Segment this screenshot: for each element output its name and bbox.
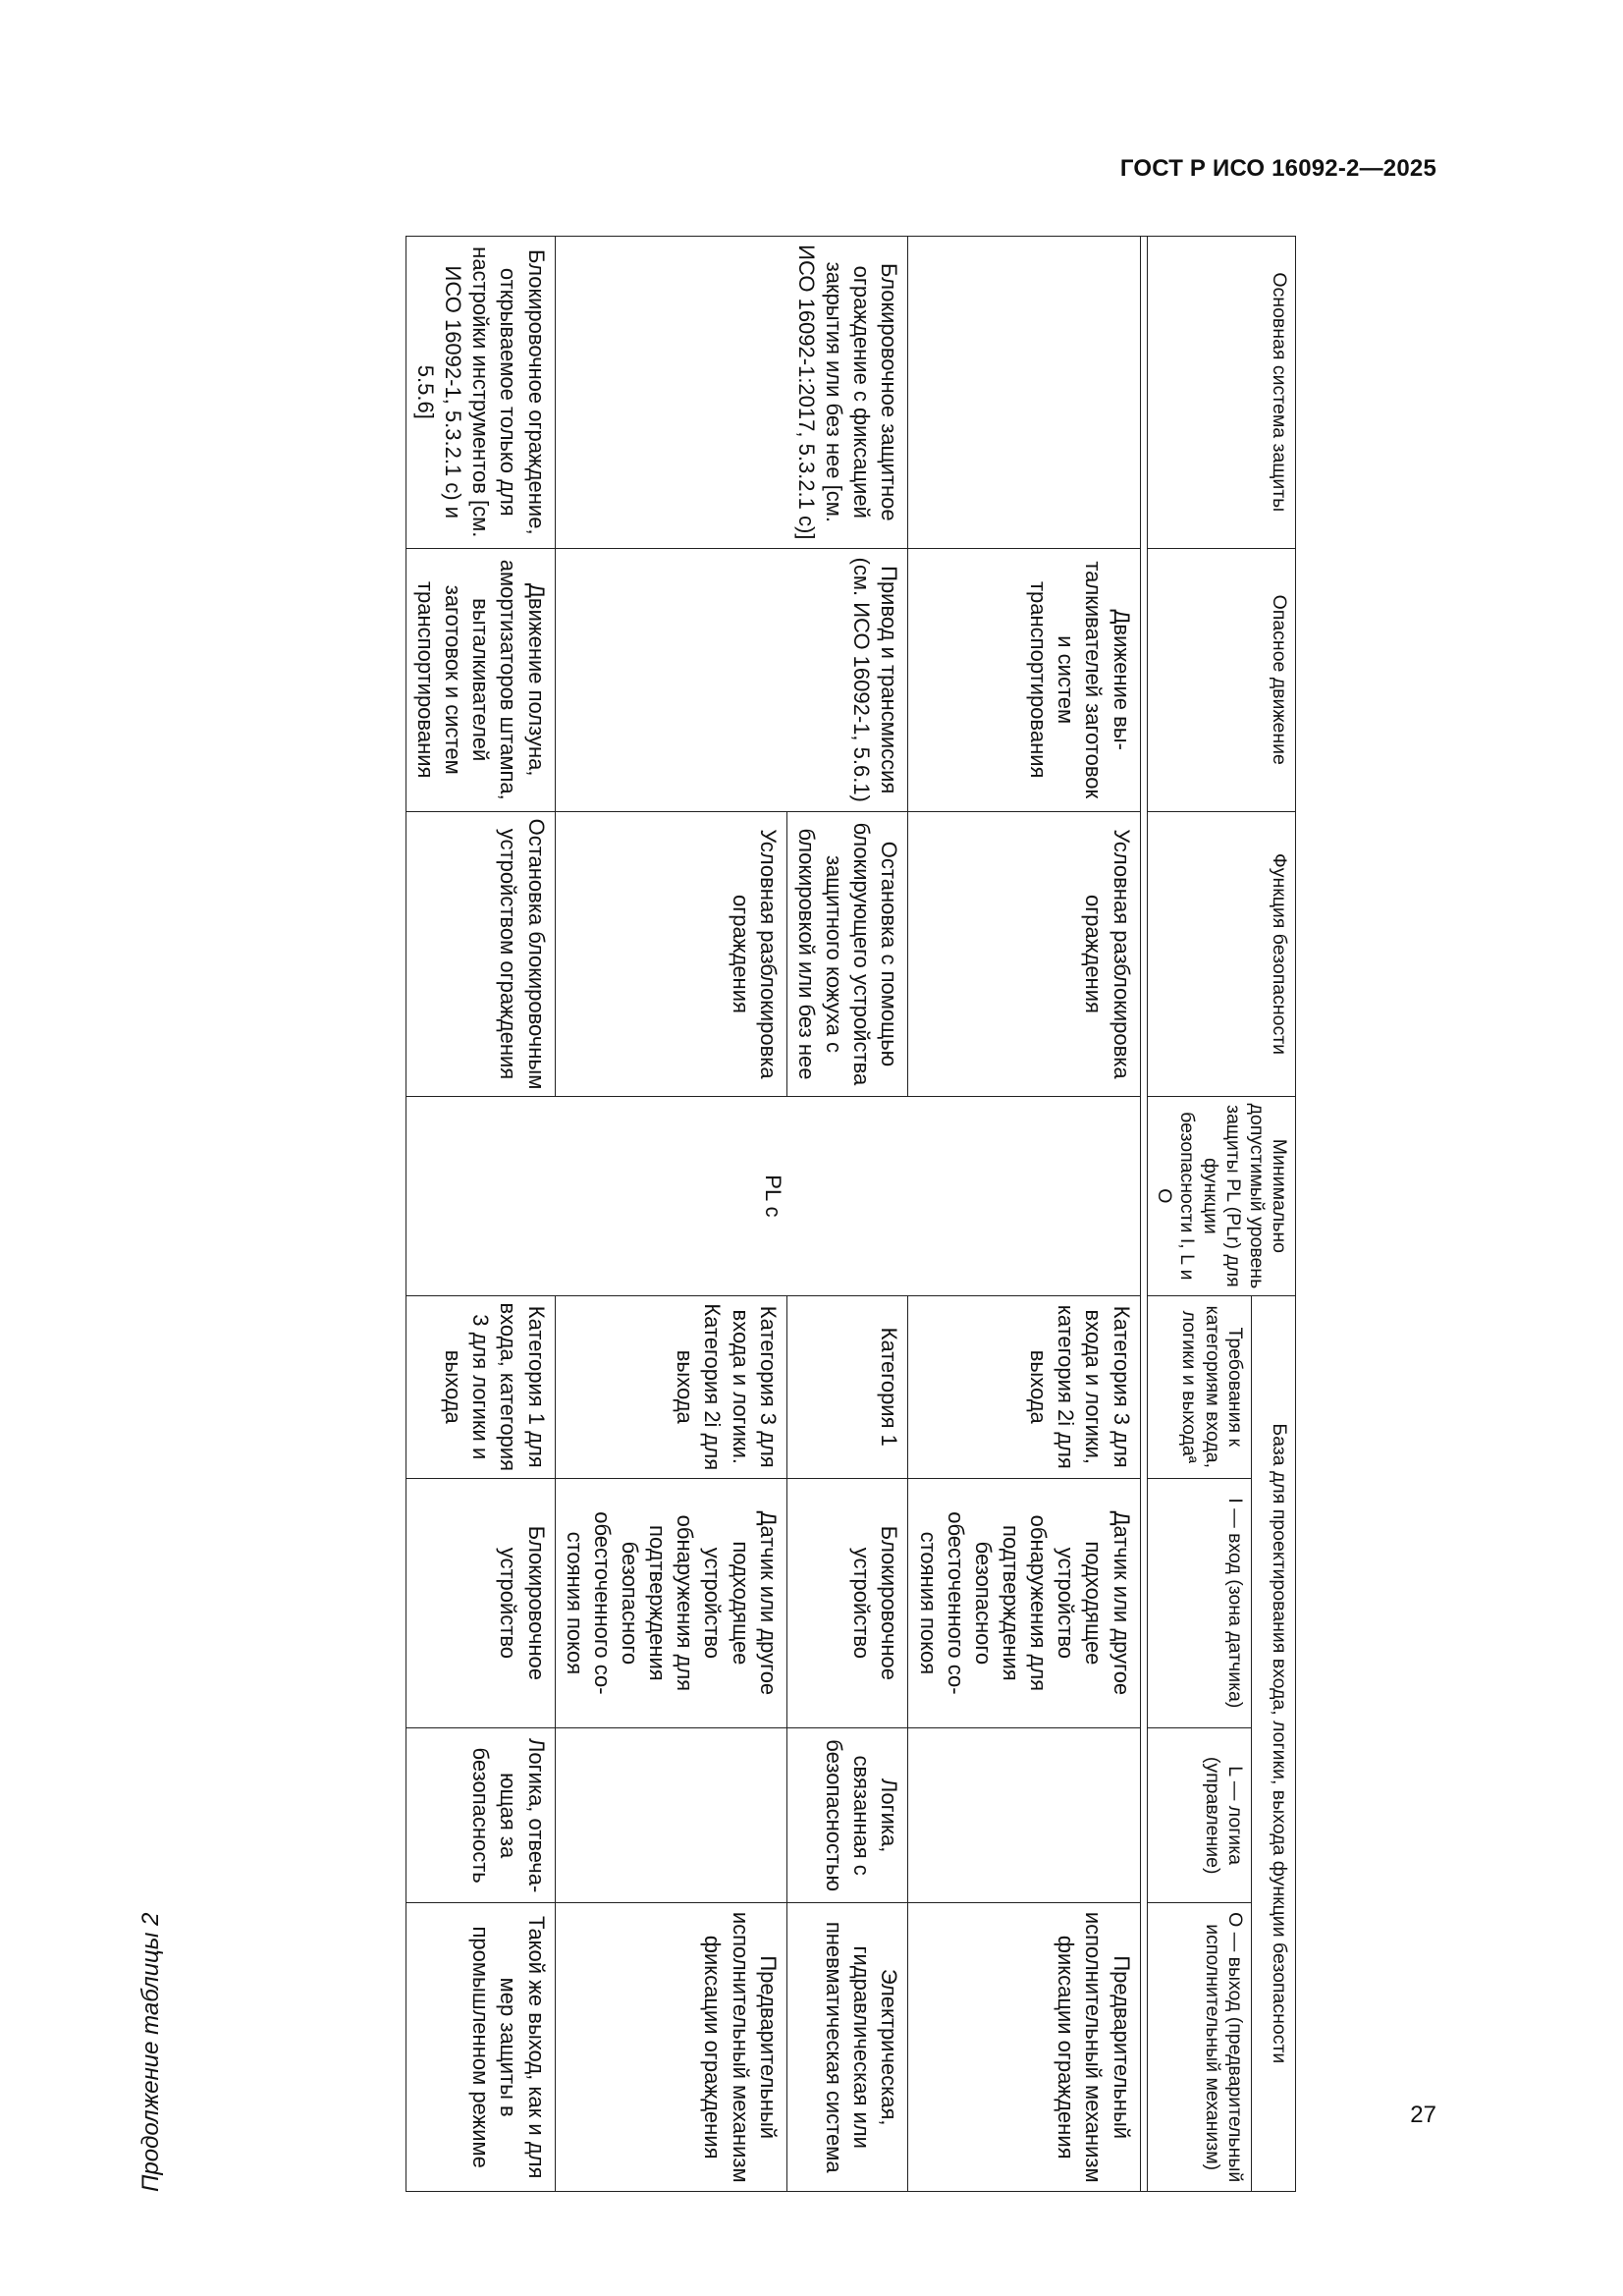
header-hazardous-motion: Опасное движение bbox=[1147, 548, 1295, 811]
cell-protection-system bbox=[908, 237, 1140, 549]
header-logic: L — логика (управление) bbox=[1147, 1727, 1251, 1903]
cell-safety-function: Остановка с помощью блокирующего устройства защитного кожуха с блокировкой или без нее bbox=[786, 811, 908, 1096]
cell-logic bbox=[908, 1727, 1140, 1903]
page-number: 27 bbox=[1410, 2102, 1436, 2128]
header-category-requirements: Требования к категориям входа, логики и выходаª bbox=[1147, 1295, 1251, 1478]
cell-safety-function: Условная разблокировка ограждения bbox=[555, 811, 786, 1096]
header-safety-function: Функция безопасности bbox=[1147, 811, 1295, 1096]
cell-safety-function: Условная разблокировка ограждения bbox=[908, 811, 1140, 1096]
cell-category-requirements: Категория 3 для входа и логики. Категория 2і для выхода bbox=[555, 1295, 786, 1478]
safety-table bbox=[406, 236, 1296, 2192]
header-min-pl: Минимально допустимый уровень защиты PL (PLr) для функции безопасности I, L и O bbox=[1147, 1097, 1295, 1296]
cell-output: Электрическая, гидравлическая или пневматическая система bbox=[786, 1903, 908, 2192]
cell-hazardous-motion: Движение ползуна, амортизаторов штампа, выталкивателей заготовок и систем транспортирования bbox=[406, 548, 555, 811]
header-input: I — вход (зона датчика) bbox=[1147, 1478, 1251, 1727]
rotated-table-container bbox=[406, 236, 1296, 2192]
cell-logic: Логика, связанная с безопасностью bbox=[786, 1727, 908, 1903]
header-protection-system: Основная система защиты bbox=[1147, 237, 1295, 549]
cell-category-requirements: Категория 1 bbox=[786, 1295, 908, 1478]
cell-pl-value: PL c bbox=[406, 1097, 1140, 1296]
cell-input: Блокировочное устройство bbox=[786, 1478, 908, 1727]
header-design-basis: База для проектирования входа, логики, выхода функции безопасности bbox=[1251, 1295, 1295, 2191]
cell-input: Датчик или другое подходящее устройство обнаружения для подтверждения безопасного обесточенного состояния покоя bbox=[908, 1478, 1140, 1727]
cell-output: Предварительный исполнительный механизм фиксации ограждения bbox=[555, 1903, 786, 2192]
header-row-1 bbox=[1251, 237, 1295, 2192]
header-output: O — выход (предварительный исполнительный механизм) bbox=[1147, 1903, 1251, 2192]
table-caption: Продолжение таблицы 2 bbox=[137, 1912, 164, 2192]
cell-output: Предварительный исполнительный механизм фиксации ограждения bbox=[908, 1903, 1140, 2192]
document-code: ГОСТ Р ИСО 16092-2—2025 bbox=[1119, 155, 1436, 182]
cell-input: Блокировочное устройство bbox=[406, 1478, 555, 1727]
cell-protection-system: Блокировочное ограждение, открываемое только для настройки инструментов [см. ИСО 16092-1, 5.3.2.1 с) и 5.5.6] bbox=[406, 237, 555, 549]
header-separator bbox=[1140, 237, 1147, 2192]
cell-safety-function: Остановка блокировочным устройством ограждения bbox=[406, 811, 555, 1096]
table-row bbox=[908, 237, 1140, 2192]
cell-logic: Логика, отвечающая за безопасность bbox=[406, 1727, 555, 1903]
cell-input: Датчик или другое подходящее устройство обнаружения для подтверждения безопасного обесточенного состояния покоя bbox=[555, 1478, 786, 1727]
cell-hazardous-motion: Движение выталкивателей заготовок и систем транспортирования bbox=[908, 548, 1140, 811]
cell-hazardous-motion: Привод и трансмиссия (см. ИСО 16092-1, 5.6.1) bbox=[555, 548, 908, 811]
cell-category-requirements: Категория 3 для входа и логики, категория 2і для выхода bbox=[908, 1295, 1140, 1478]
double-rule bbox=[1140, 237, 1147, 2192]
cell-category-requirements: Категория 1 для входа, категория 3 для логики и выхода bbox=[406, 1295, 555, 1478]
cell-logic bbox=[555, 1727, 786, 1903]
cell-output: Такой же выход, как и для мер защиты в промышленном режиме bbox=[406, 1903, 555, 2192]
cell-protection-system: Блокировочное защитное ограждение с фиксацией закрытия или без нее [см. ИСО 16092-1:2017, 5.3.2.1 с)] bbox=[555, 237, 908, 549]
